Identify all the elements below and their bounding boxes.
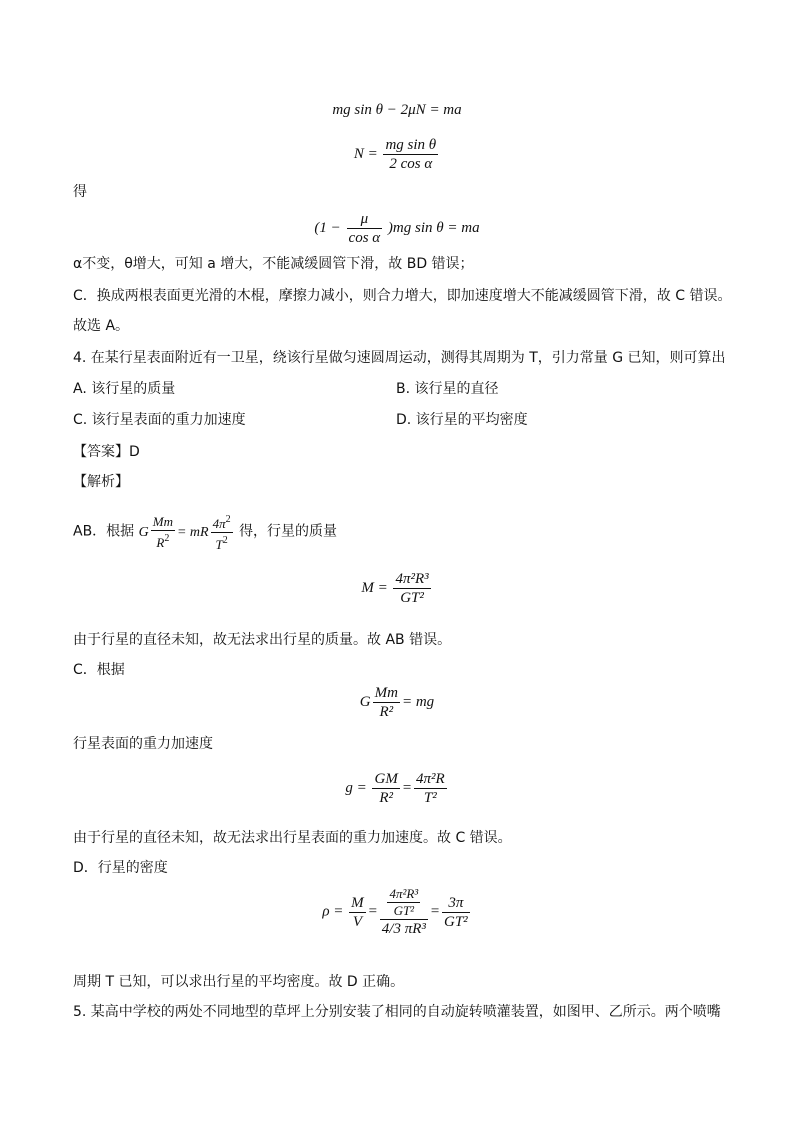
equation-lhs: M = [361, 579, 388, 596]
paragraph-c-gen: C．根据 [73, 662, 125, 678]
question-5-stem: 5. 某高中学校的两处不同地型的草坪上分别安装了相同的自动旋转喷灌装置，如图甲、乙所示。两个喷嘴 [73, 1004, 721, 1020]
compound-numerator [380, 886, 428, 920]
compound-fraction [380, 886, 428, 938]
denominator: GT² [400, 590, 424, 606]
equation-lhs: ρ = [322, 903, 344, 920]
numerator: Mm [374, 685, 398, 701]
equation-normal-force [0, 136, 794, 173]
paragraph-c-error: 由于行星的直径未知，故无法求出行星表面的重力加速度。故 C 错误。 [73, 830, 512, 846]
paragraph-d-ok: 周期 T 已知，可以求出行星的平均密度。故 D 正确。 [73, 974, 405, 990]
equation-force [0, 102, 794, 119]
fraction [372, 770, 399, 807]
fraction [349, 894, 366, 931]
equation-result [0, 210, 794, 247]
option-b: B. 该行星的直径 [396, 381, 499, 397]
ab-prefix: AB．根据 [73, 523, 135, 540]
fraction [414, 770, 447, 807]
numerator: 4π²R [415, 771, 445, 787]
fraction [347, 210, 383, 247]
paragraph-ab [73, 512, 337, 553]
paragraph-choose: 故选 A。 [73, 318, 130, 334]
fraction [373, 684, 400, 721]
fraction [442, 894, 470, 931]
equation-lhs: g = [345, 779, 367, 796]
equation-mass [0, 570, 794, 607]
denominator: GT² [444, 913, 468, 930]
question-4-stem: 4. 在某行星表面附近有一卫星，绕该行星做匀速圆周运动，测得其周期为 T，引力常量 G 已知，则可算出 [73, 350, 726, 366]
denominator: 2 cos α [389, 156, 433, 172]
analysis-label: 【解析】 [73, 474, 129, 490]
numerator: mg sin θ [385, 137, 437, 153]
numerator: 3π [442, 894, 470, 913]
equals: = [401, 779, 412, 796]
equation-density [0, 886, 794, 938]
inner-denominator: GT² [393, 903, 415, 918]
equation-text: mg sin θ − 2μN = ma [332, 102, 462, 118]
paragraph-alpha: α不变，θ增大，可知 a 增大，不能减缓圆管下滑，故 BD 错误； [73, 256, 474, 272]
paragraph-ab-error: 由于行星的直径未知，故无法求出行星的质量。故 AB 错误。 [73, 632, 452, 648]
equation-gravity [0, 684, 794, 721]
paragraph-g-label: 行星表面的重力加速度 [73, 736, 213, 752]
equation-open: (1 − [314, 219, 341, 236]
fraction [393, 570, 430, 607]
ab-suffix: 得，行星的质量 [239, 523, 338, 540]
equation-rest: )mg sin θ = ma [387, 219, 480, 236]
paragraph-d: D．行星的密度 [73, 860, 168, 876]
fraction [383, 136, 438, 173]
equation-g [0, 770, 794, 807]
numerator: M [351, 894, 364, 911]
numerator: μ [347, 210, 383, 229]
text-de: 得 [73, 184, 87, 200]
inner-numerator: 4π²R³ [389, 886, 419, 901]
paragraph-option-c: C．换成两根表面更光滑的木棍，摩擦力减小，则合力增大，即加速度增大不能减缓圆管下滑，故 C 错误。 [73, 288, 732, 304]
denominator: R² [379, 790, 393, 806]
answer-label: 【答案】D [73, 444, 140, 460]
equals: = [429, 903, 440, 920]
option-d: D. 该行星的平均密度 [396, 412, 528, 428]
denominator: cos α [348, 230, 381, 246]
equation-pre: G [359, 693, 371, 710]
denominator: V [352, 913, 362, 930]
inline-equation: G $\frac{Mm}{R^2}$ = mR $\frac{4\pi^2}{T^2}$ [138, 514, 231, 552]
option-a: A. 该行星的质量 [73, 381, 176, 397]
equation-lhs: N = [353, 145, 378, 162]
equation-post: = mg [401, 693, 435, 710]
option-c: C. 该行星表面的重力加速度 [73, 412, 246, 428]
numerator: GM [374, 771, 398, 787]
denominator: R² [379, 704, 394, 720]
compound-denominator: 4/3 πR³ [381, 921, 426, 937]
numerator: 4π²R³ [395, 571, 429, 587]
equals: = [367, 903, 378, 920]
denominator: T² [423, 790, 437, 806]
